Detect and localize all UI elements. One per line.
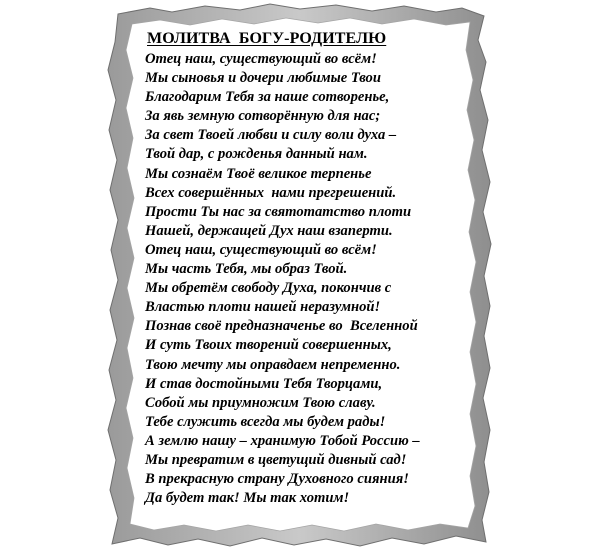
- poem-line: Благодарим Тебя за наше сотворенье,: [145, 89, 390, 106]
- poem-line: Да будет так! Мы так хотим!: [145, 490, 350, 507]
- poem-line: Отец наш, существующий во всём!: [145, 51, 377, 67]
- poem-line: Познав своё предназначенье во Вселенной: [145, 318, 418, 335]
- poem-line: За явь земную сотворённую для нас;: [145, 108, 381, 125]
- poem-line: И став достойными Тебя Творцами,: [145, 375, 383, 392]
- poem-lines: [145, 50, 465, 508]
- poem-title: МОЛИТВА БОГУ-РОДИТЕЛЮ: [147, 30, 387, 47]
- poem-line: В прекрасную страну Духовного сияния!: [145, 471, 409, 488]
- poem-line: Тебе служить всегда мы будем рады!: [145, 413, 386, 430]
- poem-line: И суть Твоих творений совершенных,: [145, 337, 392, 354]
- poem-line: Мы часть Тебя, мы образ Твой.: [145, 261, 348, 278]
- poem-line: Мы обретём свободу Духа, покончив с: [145, 280, 392, 297]
- poem-line: Мы сознаём Твоё великое терпенье: [145, 165, 372, 182]
- poem-line: Мы превратим в цветущий дивный сад!: [145, 451, 407, 468]
- poem-line: Собой мы приумножим Твою славу.: [145, 394, 376, 411]
- poem-line: Нашей, держащей Дух наш взаперти.: [145, 222, 393, 239]
- poem-line: Прости Ты нас за святотатство плоти: [145, 203, 412, 220]
- poem-line: А землю нашу – хранимую Тобой Россию –: [145, 432, 420, 449]
- poem-line: Отец наш, существующий во всём!: [145, 241, 377, 258]
- poem-line: Властью плоти нашей неразумной!: [145, 299, 381, 316]
- poem-line: За свет Твоей любви и силу воли духа –: [145, 127, 397, 144]
- prayer-poem: [145, 30, 465, 508]
- poem-line: Мы сыновья и дочери любимые Твои: [145, 70, 381, 87]
- poem-line: Твою мечту мы оправдаем непременно.: [145, 356, 401, 373]
- poem-line: Всех совершённых нами прегрешений.: [145, 184, 397, 201]
- poem-line: Твой дар, с рожденья данный нам.: [145, 146, 368, 163]
